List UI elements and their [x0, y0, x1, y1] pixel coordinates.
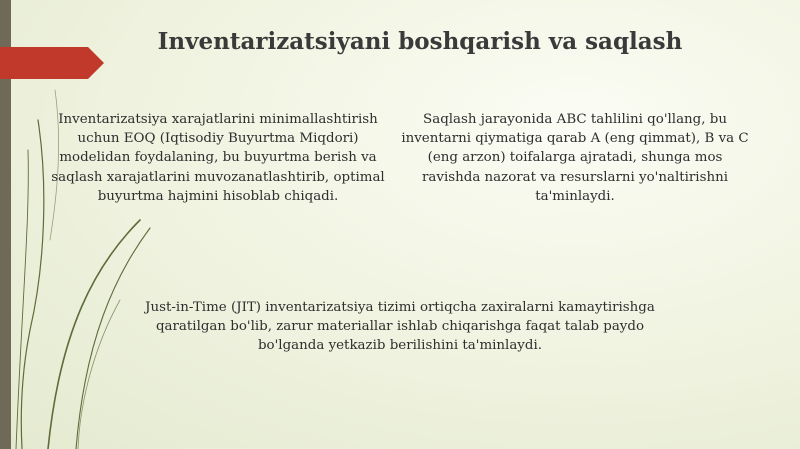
text-block-eoq: Inventarizatsiya xarajatlarini minimallashtirish uchun EOQ (Iqtisodiy Buyurtma Miqdori) modelidan foydalaning, bu buyurtma berish va saqlash xarajatlarini muvozanatlashtirib, optimal buyurtma hajmini hisoblab chiqadi.: [51, 112, 385, 204]
text-block-abc: Saqlash jarayonida ABC tahlilini qo'llang, bu inventarni qiymatiga qarab A (eng qimmat), B va C (eng arzon) toifalarga ajratadi, shunga mos ravishda nazorat va resurslarni yo'naltirishni ta'minlaydi.: [401, 112, 749, 204]
text-block-jit: Just-in-Time (JIT) inventarizatsiya tizimi ortiqcha zaxiralarni kamaytirishga qaratilgan bo'lib, zarur materiallar ishlab chiqarishga faqat talab paydo bo'lganda yetkazib berilishini ta'minlaydi.: [145, 300, 655, 354]
red-arrow-banner: [0, 47, 104, 79]
slide-title: Inventarizatsiyani boshqarish va saqlash: [157, 28, 683, 55]
